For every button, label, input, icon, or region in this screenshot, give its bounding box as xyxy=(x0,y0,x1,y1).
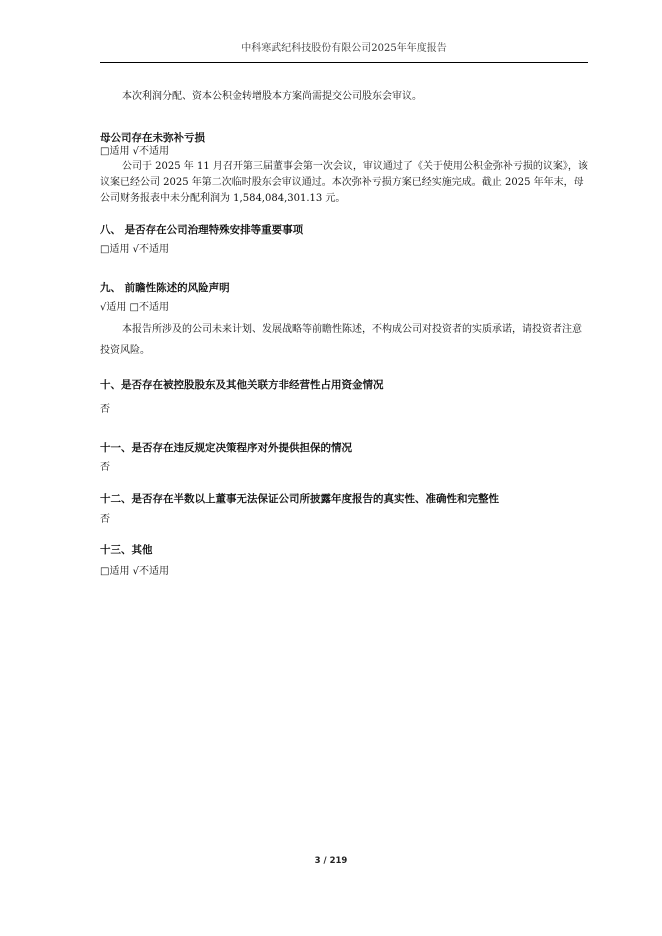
section-8-heading: 八、 是否存在公司治理特殊安排等重要事项 xyxy=(100,224,304,236)
section-9-body xyxy=(100,319,588,361)
section-8-option: □适用 √不适用 xyxy=(100,244,169,255)
section-9-heading: 九、 前瞻性陈述的风险声明 xyxy=(100,282,230,294)
section-10-heading: 十、是否存在被控股股东及其他关联方非经营性占用资金情况 xyxy=(100,379,384,391)
deficit-body xyxy=(100,159,588,207)
section-9-body-text: 本报告所涉及的公司未来计划、发展战略等前瞻性陈述，不构成公司对投资者的实质承诺，请投资者注意投资风险。 xyxy=(100,324,582,356)
report-title: 中科寒武纪科技股份有限公司2025年年度报告 xyxy=(241,43,447,54)
deficit-heading: 母公司存在未弥补亏损 xyxy=(100,132,205,144)
section-13-option: □适用 √不适用 xyxy=(100,566,169,577)
section-11-answer: 否 xyxy=(100,462,110,473)
section-9-option: √适用 □不适用 xyxy=(100,302,169,313)
section-13-heading: 十三、其他 xyxy=(100,544,153,556)
deficit-option: □适用 √不适用 xyxy=(100,146,169,157)
deficit-body-text: 公司于 2025 年 11 月召开第三届董事会第一次会议，审议通过了《关于使用公积金弥补亏损的议案》，该议案已经公司 2025 年第二次临时股东会审议通过。本次弥补亏损方案已经实施完成。截止 2025 年年末，母公司财务报表中未分配利润为 1,584,084,301.13 元。 xyxy=(100,161,588,204)
section-12-heading: 十二、是否存在半数以上董事无法保证公司所披露年度报告的真实性、准确性和完整性 xyxy=(100,493,499,505)
page-header xyxy=(100,40,588,63)
section-11-heading: 十一、是否存在违反规定决策程序对外提供担保的情况 xyxy=(100,442,352,454)
section-10-answer: 否 xyxy=(100,404,110,415)
page-number: 3 / 219 xyxy=(314,856,348,866)
section-12-answer: 否 xyxy=(100,514,110,525)
intro-text: 本次利润分配、资本公积金转增股本方案尚需提交公司股东会审议。 xyxy=(122,91,422,102)
